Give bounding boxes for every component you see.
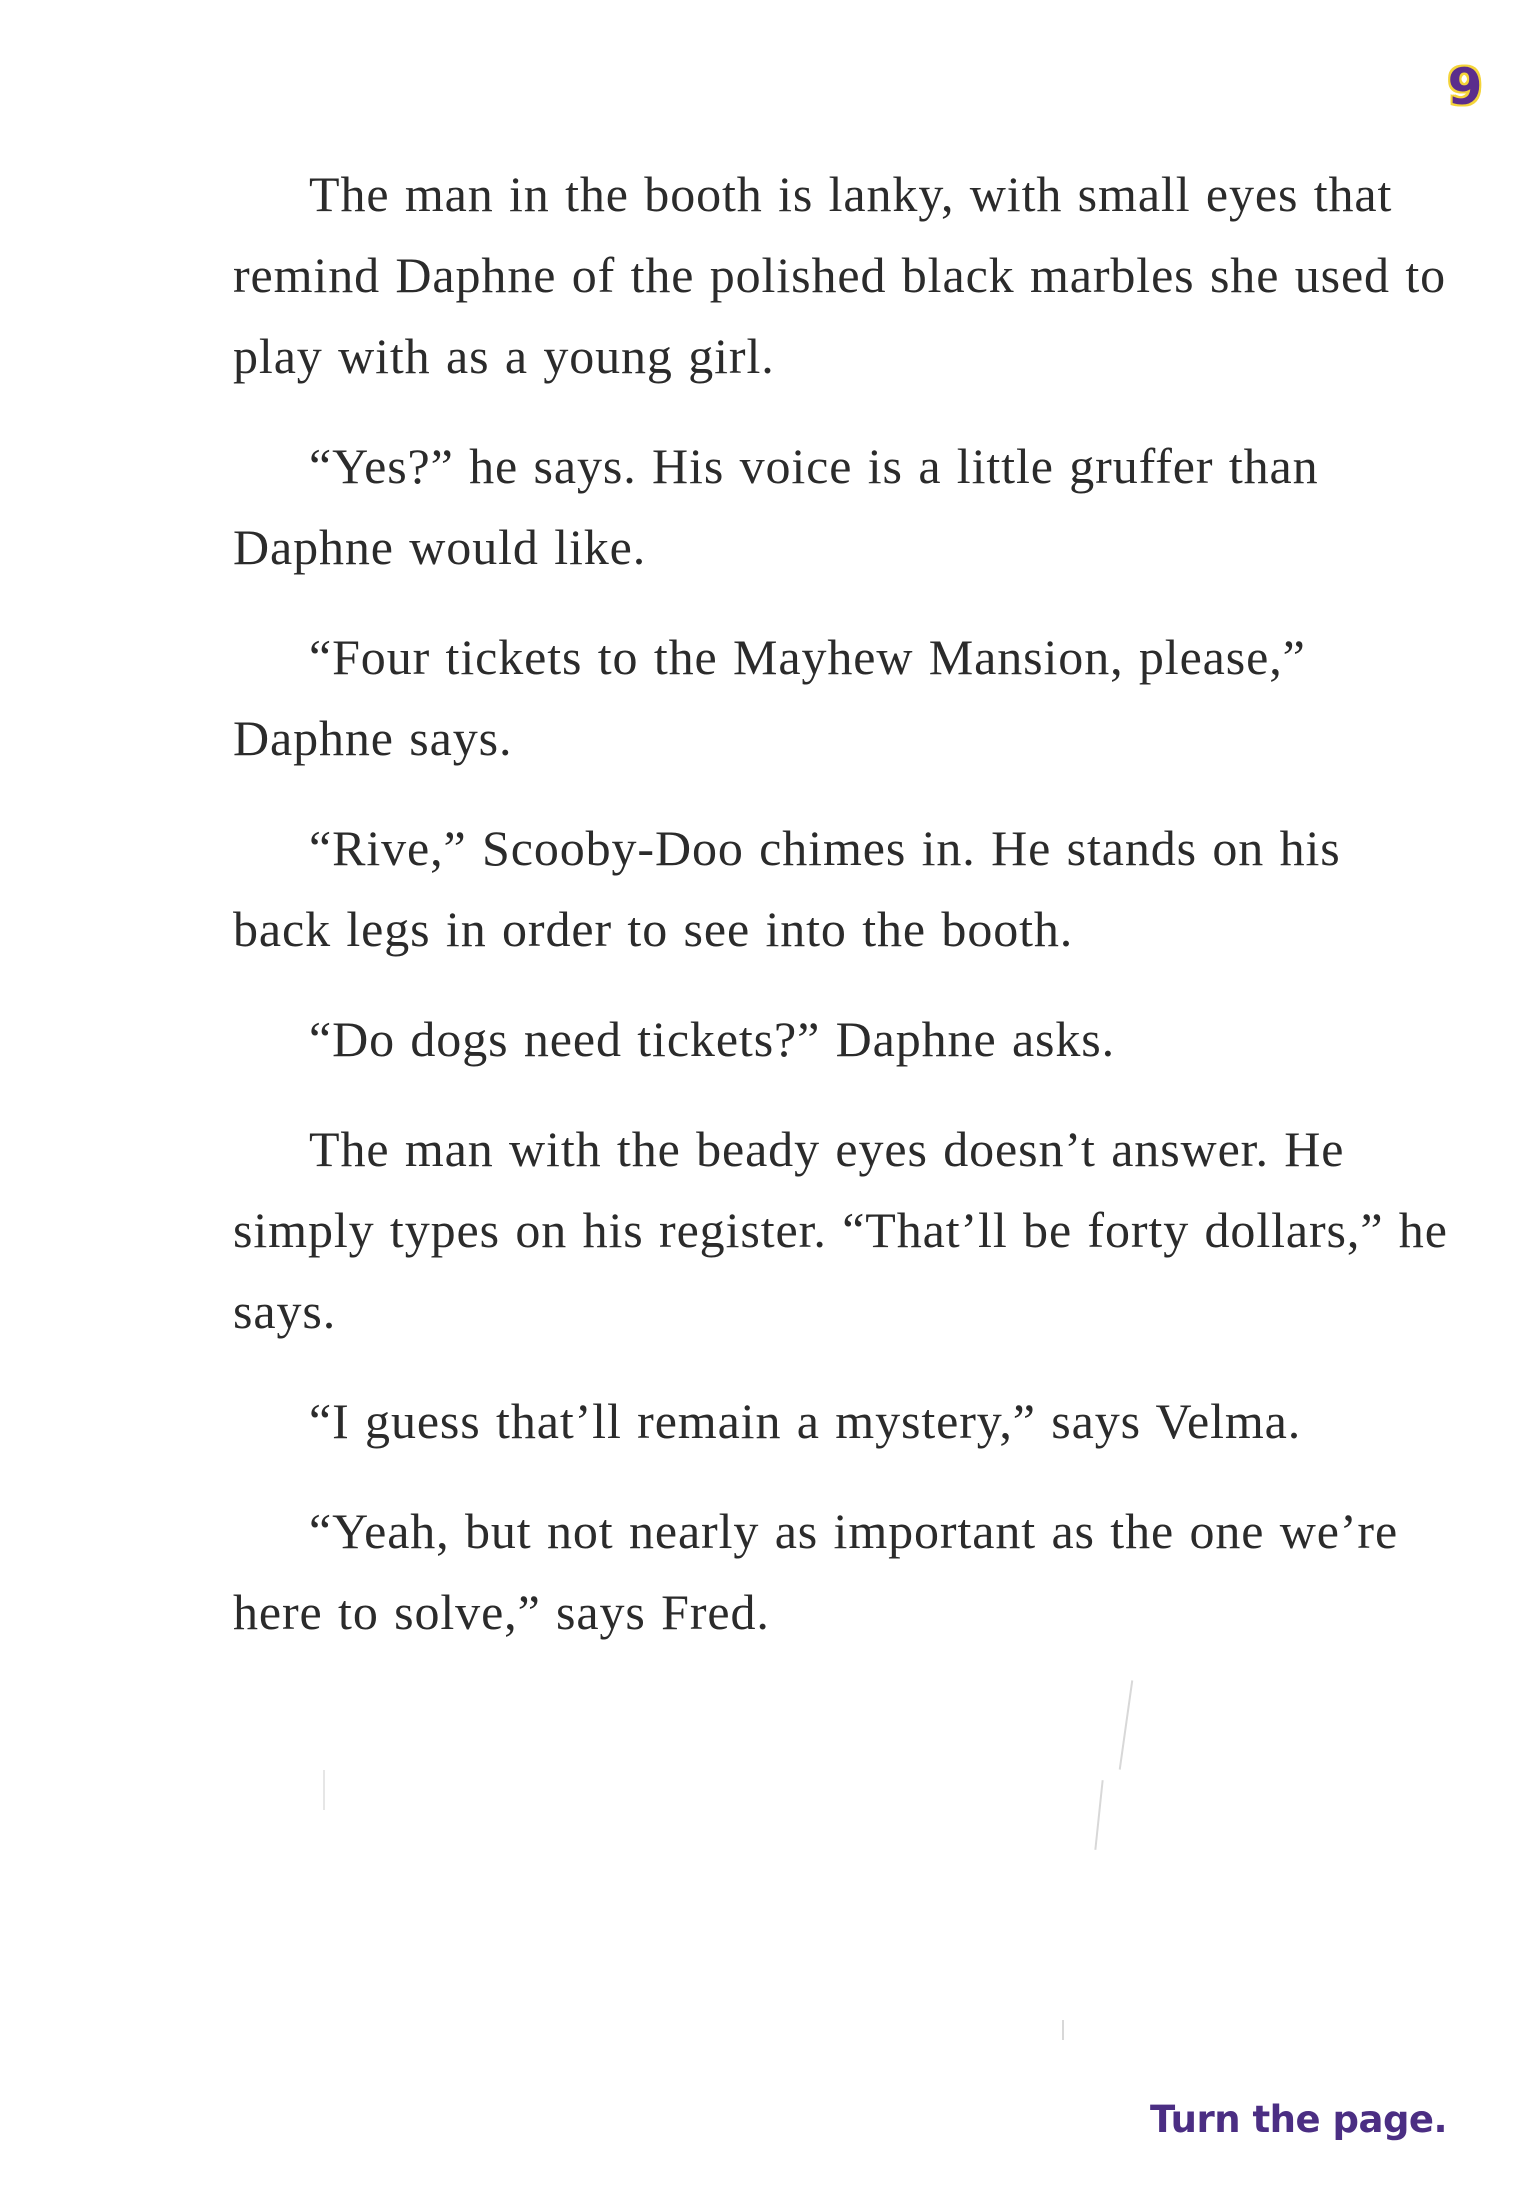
turn-the-page-label: Turn the page. bbox=[1150, 2098, 1448, 2141]
scan-speck bbox=[1062, 2020, 1064, 2040]
paragraph: “Rive,” Scooby-Doo chimes in. He stands on his back legs in order to see into the booth. bbox=[233, 820, 1341, 957]
story-text bbox=[233, 154, 1448, 1682]
scan-speck bbox=[1119, 1680, 1134, 1769]
scan-speck bbox=[323, 1770, 325, 1810]
paragraph: “Do dogs need tickets?” Daphne asks. bbox=[309, 1011, 1116, 1067]
paragraph: “Yeah, but not nearly as important as the one we’re here to solve,” says Fred. bbox=[233, 1503, 1399, 1640]
paragraph: “I guess that’ll remain a mystery,” says Velma. bbox=[309, 1393, 1302, 1449]
paragraph: “Yes?” he says. His voice is a little gruffer than Daphne would like. bbox=[233, 438, 1319, 575]
scan-speck bbox=[1094, 1780, 1103, 1850]
paragraph: The man with the beady eyes doesn’t answer. He simply types on his register. “That’ll be forty dollars,” he says. bbox=[233, 1121, 1448, 1339]
paragraph: “Four tickets to the Mayhew Mansion, please,” Daphne says. bbox=[233, 629, 1306, 766]
page-number: 9 bbox=[1447, 58, 1483, 116]
paragraph: The man in the booth is lanky, with small eyes that remind Daphne of the polished black marbles she used to play with as a young girl. bbox=[233, 166, 1447, 384]
